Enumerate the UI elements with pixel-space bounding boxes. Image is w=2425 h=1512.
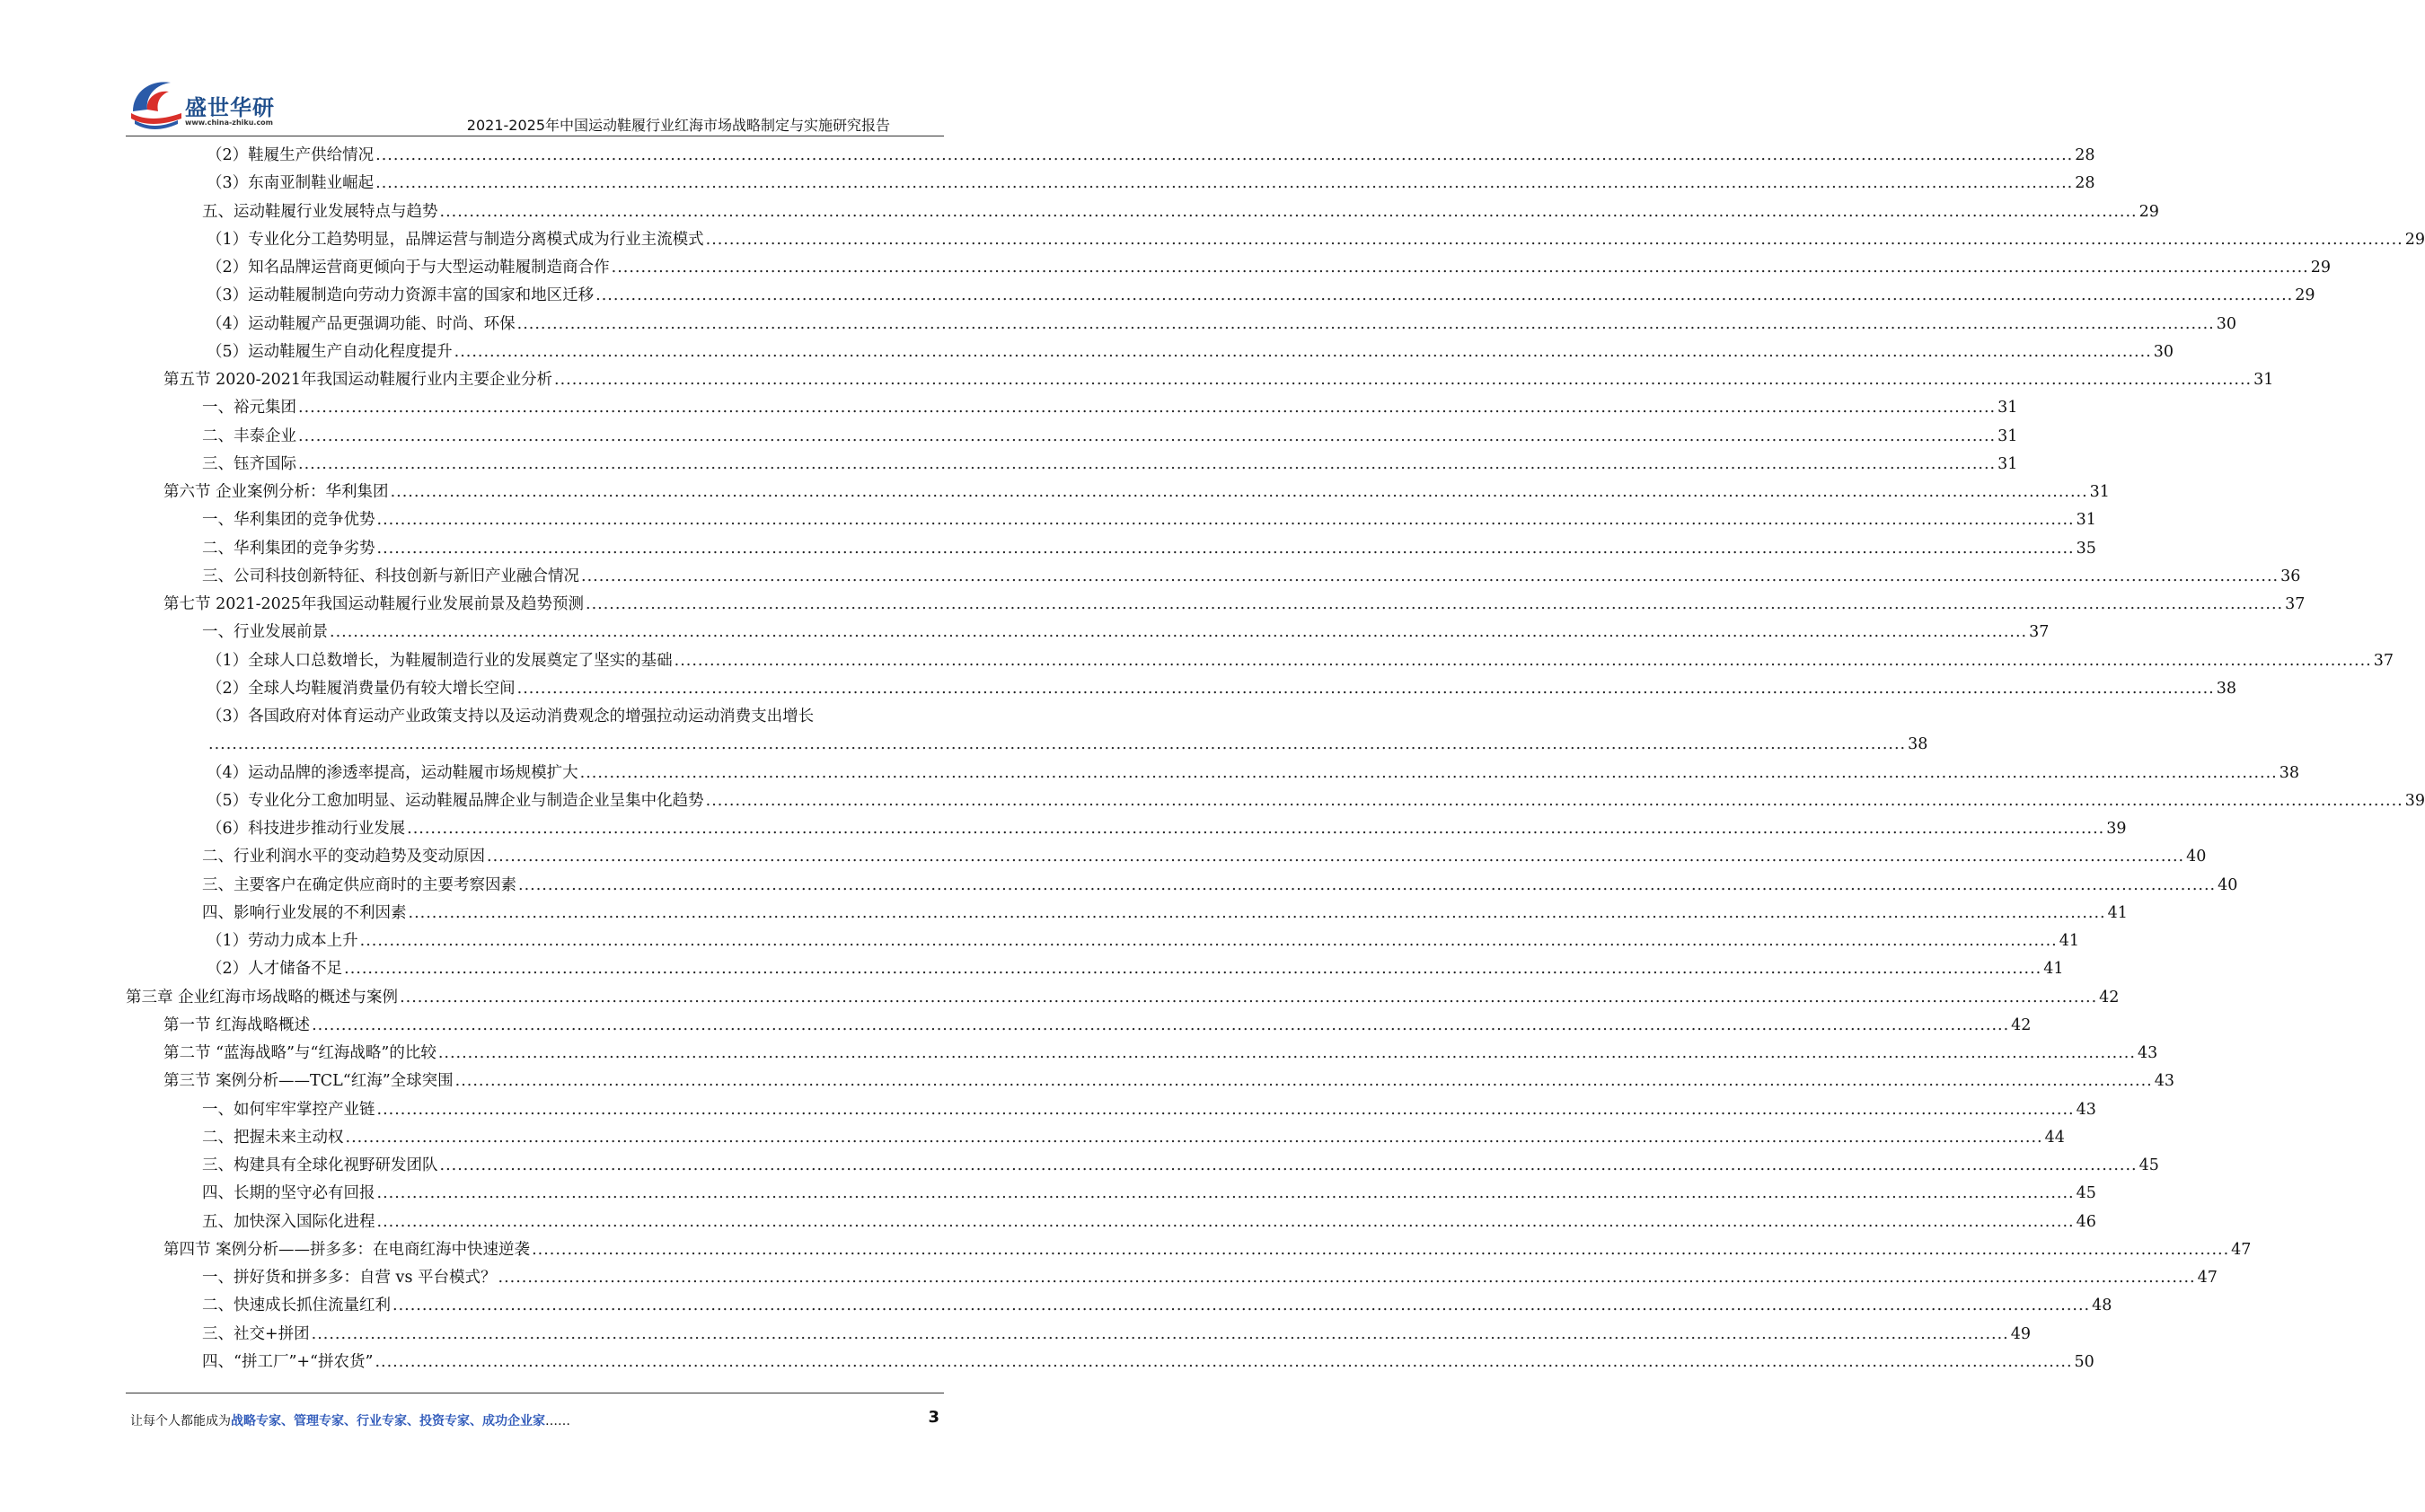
toc-entry[interactable] [126,1068,2174,1095]
toc-entry-page: 35 [2076,539,2096,558]
toc-leader-dots [586,591,2283,619]
toc-leader-dots [377,1180,2075,1208]
toc-entry-title: 四、长期的坚守必有回报 [202,1184,375,1203]
toc-entry[interactable] [126,254,2331,282]
toc-entry-title: 五、运动鞋履行业发展特点与趋势 [202,202,438,221]
toc-entry[interactable] [126,1040,2158,1068]
toc-entry-title: 二、行业利润水平的变动趋势及变动原因 [202,848,485,866]
toc-entry-title: 三、构建具有全球化视野研发团队 [202,1156,438,1174]
toc-entry-page: 46 [2076,1212,2096,1231]
toc-entry-title: （1）专业化分工趋势明显，品牌运营与制造分离模式成为行业主流模式 [207,230,704,249]
toc-entry[interactable] [126,1292,2112,1320]
toc-leader-dots [440,1152,2138,1180]
toc-entry-title: 三、主要客户在确定供应商时的主要考察因素 [202,875,516,894]
toc-entry[interactable] [126,872,2238,900]
toc-entry-title: （3）东南亚制鞋业崛起 [207,174,375,193]
toc-entry[interactable] [126,311,2236,338]
toc-entry-title: 五、加快深入国际化进程 [202,1212,375,1231]
toc-entry[interactable] [126,815,2127,843]
toc-entry[interactable] [126,451,2018,479]
toc-entry-title: 一、拼好货和拼多多：自营 vs 平台模式？ [202,1269,497,1287]
page-number: 3 [928,1408,939,1427]
toc-leader-dots [517,675,2215,703]
toc-entry[interactable] [126,1124,2065,1152]
toc-leader-dots [360,927,2058,955]
toc-entry-page: 43 [2137,1044,2158,1062]
toc-leader-dots [298,451,1996,479]
toc-entry-title: 第一节 红海战略概述 [163,1015,311,1034]
toc-entry-title: （1）全球人口总数增长，为鞋履制造行业的发展奠定了坚实的基础 [207,651,673,670]
toc-entry-page: 37 [2029,623,2050,642]
toc-entry-page: 39 [2106,820,2127,838]
footer-highlight: 战略专家、管理专家、行业专家、投资专家、成功企业家 [231,1414,545,1428]
toc-leader-dots [344,955,2041,983]
toc-leader-dots [498,1264,2196,1292]
toc-entry-page: 31 [2089,483,2110,501]
toc-leader-dots [706,787,2403,815]
toc-entry-title: 第五节 2020-2021年我国运动鞋履行业内主要企业分析 [163,371,553,389]
toc-entry-page: 29 [2404,230,2425,249]
toc-entry-page: 37 [2285,595,2306,613]
toc-entry-page: 38 [1908,735,1928,754]
toc-entry-title: 三、钰齐国际 [202,454,296,473]
toc-entry[interactable] [126,619,2050,646]
toc-entry-page: 41 [2043,960,2064,979]
toc-entry[interactable] [126,760,2299,787]
toc-entry-page: 44 [2044,1128,2065,1147]
toc-entry-page: 30 [2216,314,2236,333]
toc-leader-dots [375,170,2073,198]
toc-leader-dots [440,198,2138,226]
toc-entry[interactable] [126,1349,2094,1376]
toc-leader-dots [454,338,2152,366]
toc-leader-dots [407,815,2104,843]
toc-entry-page: 31 [1997,399,2018,418]
toc-leader-dots [487,843,2184,871]
toc-entry-title: （3）各国政府对体育运动产业政策支持以及运动消费观念的增强拉动运动消费支出增长 [207,708,815,725]
toc-entry-page: 49 [2010,1324,2032,1343]
toc-entry[interactable] [126,647,2394,675]
toc-entry[interactable] [126,506,2096,534]
toc-entry[interactable] [126,394,2018,422]
toc-entry[interactable] [126,675,2236,703]
toc-entry[interactable] [126,366,2274,394]
toc-entry[interactable] [126,479,2110,506]
toc-entry-title: 第七节 2021-2025年我国运动鞋履行业发展前景及趋势预测 [163,595,585,613]
toc-leader-dots [612,254,2309,282]
toc-entry-page: 47 [2197,1269,2218,1287]
toc-entry-title: 一、行业发展前景 [202,623,328,642]
toc-entry[interactable] [126,1180,2096,1208]
toc-leader-dots [438,1040,2136,1068]
toc-leader-dots [581,563,2279,591]
toc-entry-title: 第三节 案例分析——TCL“红海”全球突围 [163,1072,454,1091]
toc-leader-dots [312,1012,2009,1040]
footer-slogan [130,1411,570,1429]
toc-leader-dots [595,282,2293,310]
toc-entry[interactable] [126,1236,2252,1264]
toc-entry-page: 47 [2231,1240,2252,1259]
toc-leader-dots [330,619,2027,646]
toc-entry[interactable] [126,787,2425,815]
toc-entry-page: 31 [2076,511,2096,530]
toc-entry-page: 36 [2280,567,2301,585]
toc-entry-page: 43 [2076,1100,2096,1119]
toc-leader-dots [517,311,2215,338]
toc-entry[interactable] [126,1264,2218,1292]
toc-entry-title: 四、“拼工厂”+“拼农货” [202,1352,374,1371]
toc-leader-dots [377,506,2075,534]
toc-entry-page: 30 [2153,342,2174,361]
toc-entry[interactable] [126,282,2315,310]
toc-leader-dots [392,1292,2090,1320]
toc-entry-title: 二、把握未来主动权 [202,1128,344,1147]
toc-leader-dots [377,1209,2075,1236]
toc-entry-title: （4）运动鞋履产品更强调功能、时尚、环保 [207,314,516,333]
toc-leader-dots [400,984,2097,1012]
toc-entry[interactable] [126,1096,2096,1124]
toc-entry-title: 二、丰泰企业 [202,426,296,445]
toc-leader-dots [518,872,2216,900]
toc-entry-page: 40 [2218,875,2238,894]
toc-entry-page: 40 [2186,848,2207,866]
toc-entry-title: （2）全球人均鞋履消费量仍有较大增长空间 [207,679,516,698]
toc-leader-dots [554,366,2252,394]
toc-entry-title: （6）科技进步推动行业发展 [207,820,406,838]
toc-entry[interactable] [126,1152,2159,1180]
toc-entry-title: （5）运动鞋履生产自动化程度提升 [207,342,453,361]
toc-leader-dots [532,1236,2229,1264]
toc-leader-dots [580,760,2278,787]
toc-leader-dots [706,226,2403,254]
toc-entry[interactable] [126,927,2079,955]
toc-entry-title: （2）知名品牌运营商更倾向于与大型运动鞋履制造商合作 [207,259,610,277]
toc-entry-page: 29 [2310,259,2331,277]
toc-entry[interactable] [126,843,2207,871]
toc-entry-page: 39 [2404,791,2425,810]
toc-entry-page: 29 [2295,286,2315,305]
logo-mark-icon [126,74,189,136]
toc-entry-title: 第六节 企业案例分析：华利集团 [163,483,389,501]
toc-entry-title: 三、社交+拼团 [202,1324,310,1343]
toc-entry-title: 三、公司科技创新特征、科技创新与新旧产业融合情况 [202,567,579,585]
footer-prefix: 让每个人都能成为 [130,1414,231,1428]
toc-entry[interactable] [126,535,2096,563]
table-of-contents [126,142,2425,1376]
toc-leader-dots [208,731,1906,759]
toc-entry-title: （2）鞋履生产供给情况 [207,146,375,164]
toc-entry[interactable] [126,1012,2032,1040]
toc-entry-page: 31 [1997,426,2018,445]
toc-entry-page: 31 [1997,454,2018,473]
toc-entry-page: 43 [2154,1072,2174,1091]
toc-entry-page: 31 [2253,371,2274,389]
toc-entry[interactable] [126,1321,2032,1349]
toc-entry[interactable] [126,142,2095,170]
toc-entry[interactable] [126,955,2064,983]
toc-entry-title: 二、快速成长抓住流量红利 [202,1297,391,1315]
toc-leader-dots [298,423,1996,451]
toc-entry-title: 一、如何牢牢掌控产业链 [202,1100,375,1119]
toc-entry-title: 第二节 “蓝海战略”与“红海战略”的比较 [163,1044,436,1062]
toc-entry[interactable] [126,591,2306,619]
toc-entry-title: （3）运动鞋履制造向劳动力资源丰富的国家和地区迁移 [207,286,595,305]
toc-entry[interactable] [126,226,2425,254]
toc-entry-title: 四、影响行业发展的不利因素 [202,903,407,922]
toc-leader-dots [375,142,2073,170]
toc-entry-title: 二、华利集团的竞争劣势 [202,539,375,558]
toc-entry-page: 42 [2011,1015,2032,1034]
toc-entry-page: 45 [2138,1156,2159,1174]
toc-entry-page: 28 [2075,174,2095,193]
toc-entry-page: 38 [2279,763,2299,782]
toc-entry[interactable] [126,984,2120,1012]
toc-entry-page: 48 [2092,1297,2112,1315]
toc-leader-dots [377,1096,2075,1124]
toc-entry-page: 37 [2373,651,2394,670]
report-title: 2021-2025年中国运动鞋履行业红海市场战略制定与实施研究报告 [466,117,890,134]
toc-entry[interactable] [126,198,2159,226]
toc-entry-title: （2）人才储备不足 [207,960,343,979]
logo-text: 盛世华研 [185,95,275,120]
toc-entry-page: 41 [2059,932,2079,950]
toc-entry-page: 28 [2075,146,2095,164]
toc-entry[interactable] [126,1209,2096,1236]
toc-entry-page: 38 [2216,679,2236,698]
toc-entry-title: （4）运动品牌的渗透率提高，运动鞋履市场规模扩大 [207,763,578,782]
toc-leader-dots [409,900,2106,927]
toc-entry[interactable] [126,170,2095,198]
toc-entry-title: 第四节 案例分析——拼多多：在电商红海中快速逆袭 [163,1240,531,1259]
toc-entry-page: 41 [2107,903,2128,922]
toc-leader-dots [346,1124,2043,1152]
toc-entry-page: 29 [2138,202,2159,221]
footer-suffix: …… [545,1414,570,1428]
toc-entry-title: （5）专业化分工愈加明显、运动鞋履品牌企业与制造企业呈集中化趋势 [207,791,704,810]
toc-entry[interactable] [126,703,944,731]
toc-leader-dots [391,479,2088,506]
toc-leader-dots [455,1068,2153,1095]
toc-leader-dots [375,1349,2072,1376]
toc-leader-dots [312,1321,2009,1349]
toc-leader-dots [298,394,1996,422]
toc-entry[interactable] [126,423,2018,451]
toc-entry-title: （1）劳动力成本上升 [207,932,358,950]
toc-entry[interactable] [126,900,2128,927]
toc-entry-title: 一、华利集团的竞争优势 [202,511,375,530]
toc-entry-page: 50 [2074,1352,2094,1371]
toc-entry-title: 一、裕元集团 [202,399,296,418]
toc-entry-page: 42 [2099,988,2120,1007]
toc-entry-page: 45 [2076,1184,2096,1203]
toc-entry-title: 第三章 企业红海市场战略的概述与案例 [126,988,399,1007]
toc-leader-dots [675,647,2372,675]
toc-entry[interactable] [126,731,1928,759]
logo-url: www.china-zhiku.com [185,119,274,127]
toc-entry[interactable] [126,563,2301,591]
toc-entry[interactable] [126,338,2174,366]
toc-leader-dots [377,535,2075,563]
